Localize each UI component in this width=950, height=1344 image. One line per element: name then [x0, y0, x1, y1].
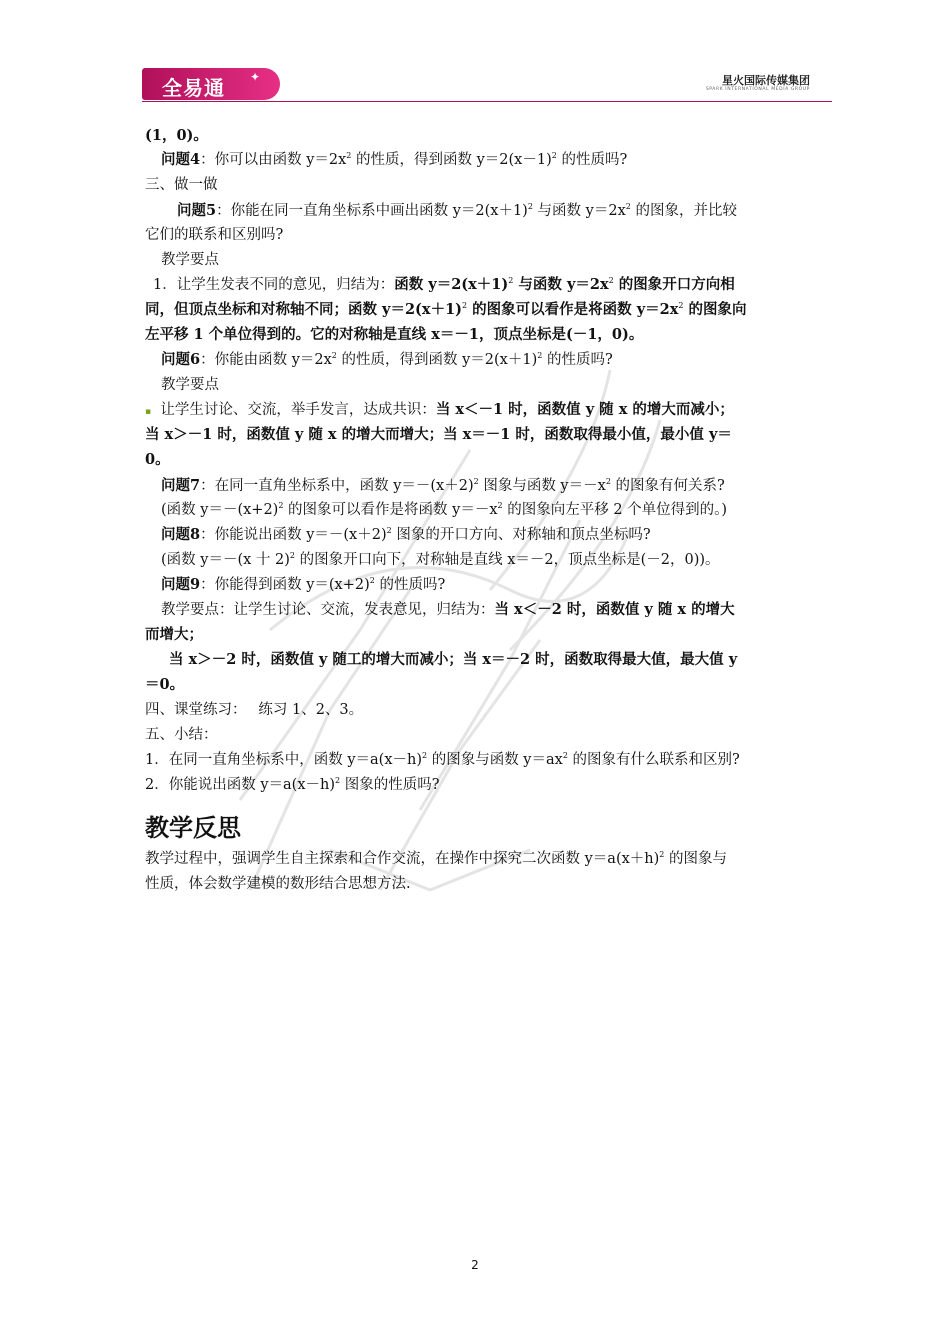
text-line: 它们的联系和区别吗? [145, 227, 284, 243]
text-line: 教学要点：让学生讨论、交流，发表意见，归结为：当 x＜－2 时，函数值 y 随 x 的增大 [161, 601, 735, 618]
question-4: 问题4：你可以由函数 $y=2x^2$ 的性质，得到函数 $y=2(x-1)^2$ 的性质吗? [161, 151, 628, 168]
publisher-subtitle: SPARK INTERNATIONAL MEDIA GROUP [705, 87, 810, 92]
page-number: 2 [471, 1258, 479, 1272]
text-line: 同，但顶点坐标和对称轴不同；函数 $y=2(x+1)^2$ 的图象可以看作是将函数 $y=2x^2$ 的图象向 [145, 301, 747, 318]
brand-logo [142, 68, 280, 100]
text-line: (函数 $y=-(x+2)^2$ 的图象可以看作是将函数 $y=-x^2$ 的图象向左平移 2 个单位得到的。) [161, 501, 728, 518]
section-heading-5: 五、小结： [145, 727, 218, 743]
reflection-heading: 教学反思 [145, 814, 241, 842]
star-icon: ✦ [250, 70, 261, 84]
text-line: (1，0)。 [145, 127, 208, 144]
summary-item-2: 2．你能说出函数 $y=a(x-h)^2$ 图象的性质吗? [145, 776, 440, 793]
question-8: 问题8：你能说出函数 $y=-(x+2)^2$ 图象的开口方向、对称轴和顶点坐标吗? [161, 526, 651, 543]
text-line: 当 x＞－2 时，函数值 y 随工的增大而减小；当 x＝－2 时，函数取得最大值，最大值 y [169, 651, 738, 668]
page-header [142, 66, 832, 104]
summary-item-1: 1．在同一直角坐标系中，函数 $y=a(x-h)^2$ 的图象与函数 $y=ax^2$ 的图象有什么联系和区别? [145, 751, 740, 768]
question-7: 问题7：在同一直角坐标系中，函数 $y=-(x+2)^2$ 图象与函数 $y=-x^2$ 的图象有何关系? [161, 477, 725, 494]
text-line: 左平移 1 个单位得到的。它的对称轴是直线 x＝－1，顶点坐标是(－1，0)。 [145, 326, 644, 343]
publisher-name: 星火国际传媒集团 [722, 74, 810, 87]
text-line: 而增大； [145, 626, 203, 643]
header-rule [142, 101, 832, 102]
text-line: 当 x＞－1 时，函数值 y 随 x 的增大而增大；当 x＝－1 时，函数取得最小值，最小值 y＝ [145, 426, 732, 443]
text-line: (函数 y＝－(x 十 2)$^2$ 的图象开口向下，对称轴是直线 x＝－2，顶点坐标是(－2，0))。 [161, 551, 720, 568]
question-9: 问题9：你能得到函数 $y=(x+2)^2$ 的性质吗? [161, 576, 446, 593]
teaching-points-label: 教学要点 [161, 252, 219, 268]
teaching-points-label: 教学要点 [161, 377, 219, 393]
question-6: 问题6：你能由函数 $y=2x^2$ 的性质，得到函数 $y=2(x+1)^2$ 的性质吗? [161, 351, 613, 368]
logo-text: 全易通 [162, 76, 225, 100]
section-heading-3: 三、做一做 [145, 177, 218, 193]
text-line: ＝0。 [145, 676, 185, 693]
reflection-text: 教学过程中，强调学生自主探索和合作交流，在操作中探究二次函数 $y=a(x+h)^2$ 的图象与 [145, 850, 727, 867]
text-line: 0。 [145, 451, 170, 468]
section-heading-4: 四、课堂练习： 练习 1、2、3。 [145, 702, 364, 718]
text-line: 1．让学生发表不同的意见，归结为：函数 $y=2(x+1)^2$ 与函数 $y=2x^2$ 的图象开口方向相 [153, 276, 735, 293]
reflection-text: 性质，体会数学建模的数形结合思想方法. [145, 876, 411, 892]
question-5: 问题5：你能在同一直角坐标系中画出函数 $y=2(x+1)^2$ 与函数 $y=2x^2$ 的图象，并比较 [177, 202, 737, 219]
text-line: ▪ 让学生讨论、交流，举手发言，达成共识：当 x＜－1 时，函数值 y 随 x 的增大而减小； [145, 401, 734, 418]
